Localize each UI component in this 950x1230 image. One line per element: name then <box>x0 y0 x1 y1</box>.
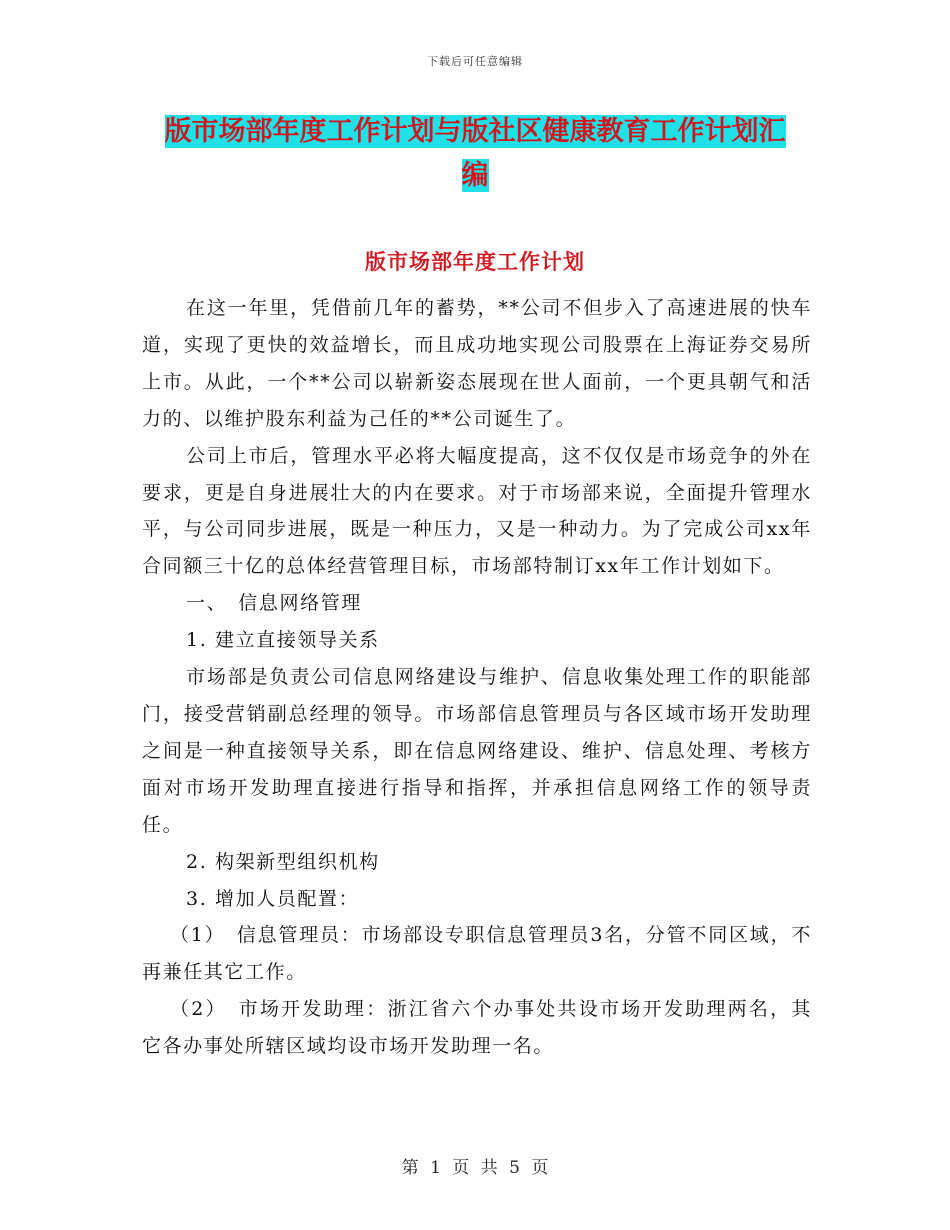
paragraph-intro: 在这一年里，凭借前几年的蓄势，**公司不但步入了高速进展的快车道，实现了更快的效益增长，而且成功地实现公司股票在上海证券交易所上市。从此，一个**公司以崭新姿态展现在世人面前，一个更具朝气和活力的、以维护股东利益为己任的**公司诞生了。 <box>142 297 812 430</box>
footer-total-prefix: 共 <box>480 1158 498 1178</box>
subheading-leadership: 1. 建立直接领导关系 <box>186 629 380 652</box>
subheading-org-structure: 2. 构架新型组织机构 <box>186 850 380 873</box>
page-header-note: 下载后可任意编辑 <box>427 55 523 68</box>
list-item-info-manager: （1） 信息管理员：市场部设专职信息管理员3名，分管不同区域，不再兼任其它工作。 <box>142 924 812 984</box>
page-footer <box>0 1153 950 1178</box>
heading-info-network: 一、 信息网络管理 <box>186 592 362 615</box>
page-total: 5 <box>509 1158 520 1178</box>
document-title-line-2: 编 <box>461 160 489 191</box>
subheading-staffing: 3. 增加人员配置： <box>186 887 360 910</box>
paragraph-market-dept: 市场部是负责公司信息网络建设与维护、信息收集处理工作的职能部门，接受营销副总经理的领导。市场部信息管理员与各区域市场开发助理之间是一种直接领导关系，即在信息网络建设、维护、信息处理、考核方面对市场开发助理直接进行指导和指挥，并承担信息网络工作的领导责任。 <box>142 666 812 836</box>
document-title-line-1: 版市场部年度工作计划与版社区健康教育工作计划汇 <box>164 116 786 147</box>
footer-prefix: 第 <box>401 1158 419 1178</box>
document-body <box>142 290 812 1065</box>
paragraph-listing: 公司上市后，管理水平必将大幅度提高，这不仅仅是市场竞争的外在要求，更是自身进展壮大的内在要求。对于市场部来说，全面提升管理水平，与公司同步进展，既是一种压力，又是一种动力。为了完成公司xx年合同额三十亿的总体经营管理目标，市场部特制订xx年工作计划如下。 <box>142 444 812 578</box>
section-title: 版市场部年度工作计划 <box>365 249 585 274</box>
document-title <box>0 110 950 198</box>
footer-suffix: 页 <box>531 1158 549 1178</box>
page-number: 1 <box>430 1158 441 1178</box>
list-item-market-assistant: （2） 市场开发助理：浙江省六个办事处共设市场开发助理两名，其它各办事处所辖区域均设市场开发助理一名。 <box>142 998 812 1058</box>
footer-mid: 页 <box>452 1158 470 1178</box>
